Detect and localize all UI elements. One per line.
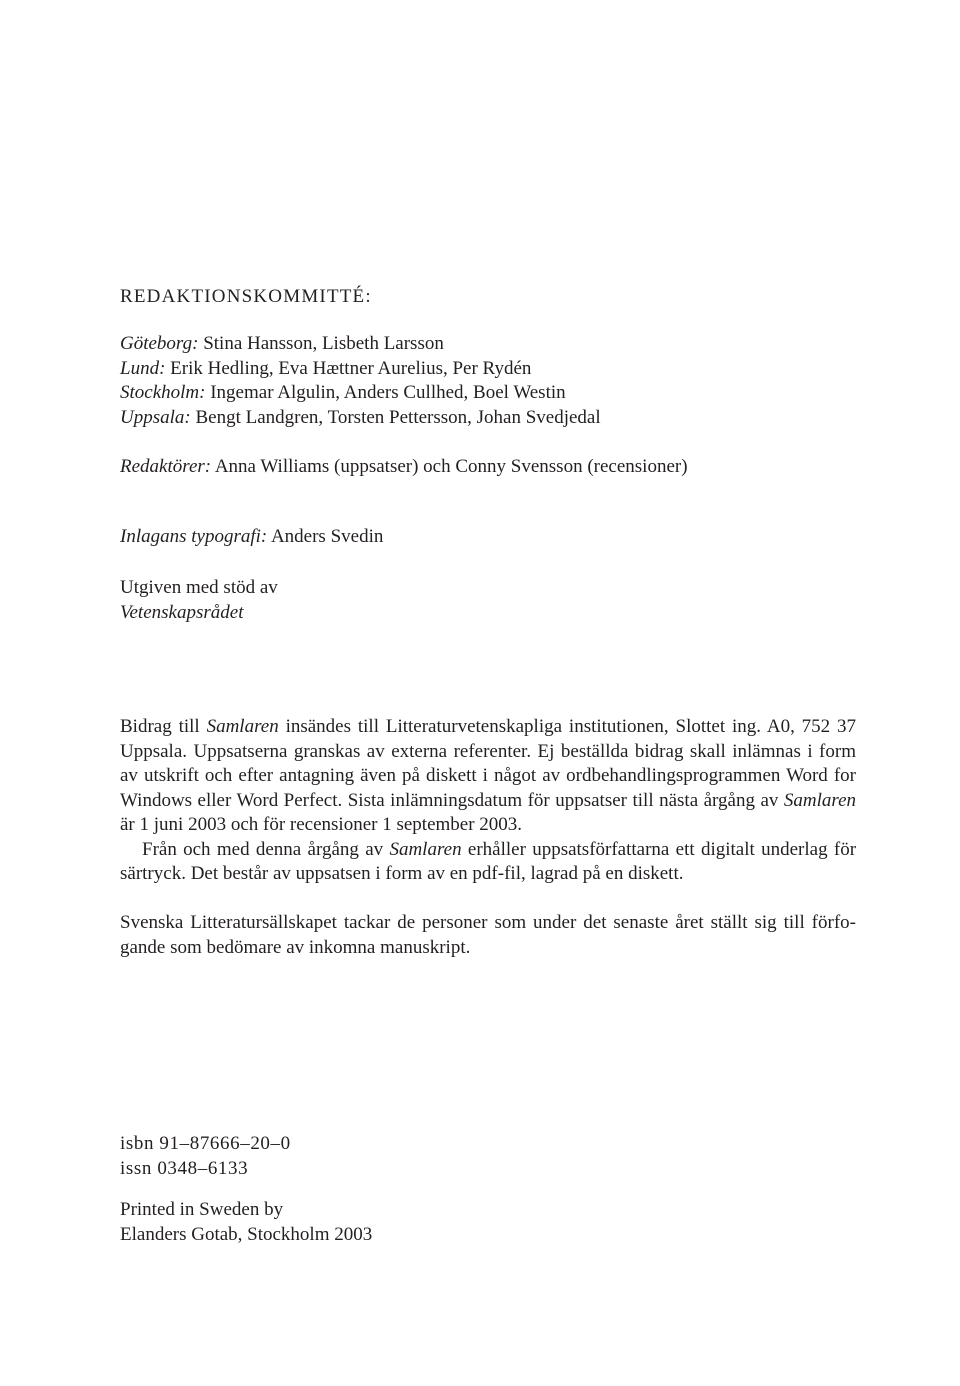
text-span: är 1 juni 2003 och för recensioner 1 september 2003. [120,814,523,835]
committee-row-lund [120,357,856,382]
journal-title: Samlaren [389,838,462,860]
committee-list [120,332,856,430]
committee-row-stockholm [120,381,856,406]
submission-info [120,715,856,887]
funder-name [120,601,856,626]
typography-text: Anders Svedin [270,526,384,547]
editors-label: Redaktörer: [120,456,212,477]
committee-row-uppsala [120,406,856,431]
submission-paragraph [120,715,856,838]
city-label: Uppsala: [120,406,191,428]
support-block [120,576,856,625]
funder-name-text: Vetenskapsrådet [120,601,244,623]
editors-text: Anna Williams (uppsatser) och Conny Svensson (recensioner) [214,456,688,477]
thanks-paragraph: Svenska Litteratursällskapet tackar de personer som under det senaste året ställt sig till förfogande som bedömare av inkomna manuskript. [120,912,856,958]
member-names: Bengt Landgren, Torsten Pettersson, Johan Svedjedal [195,406,601,428]
offprint-paragraph [120,838,856,887]
journal-title: Samlaren [206,716,279,737]
editors-line [120,455,856,480]
issn-line: issn 0348–6133 [120,1157,249,1179]
member-names: Erik Hedling, Eva Hættner Aurelius, Per Rydén [170,357,532,379]
committee-heading: REDAKTIONSKOMMITTÉ: [120,286,372,307]
support-line: Utgiven med stöd av [120,577,278,598]
member-names: Ingemar Algulin, Anders Cullhed, Boel Westin [210,382,566,403]
member-names: Stina Hansson, Lisbeth Larsson [203,333,444,354]
text-span: Bidrag till [120,716,200,737]
identifiers [120,1132,856,1181]
printed-line: Printed in Sweden by [120,1199,284,1220]
city-label: Stockholm: [120,382,206,403]
printer-info [120,1198,856,1247]
city-label: Lund: [120,357,166,379]
text-span: insändes till Litteraturvetenskapliga institutionen, Slottet ing. A0, 752 37 Uppsala. Uppsatserna granskas av externa referenter. Ej beställda bidrag skall inlämnas i form av utskrift och efter antagning även på diskett i något av ordbehandlingsprogrammen Word for Windows eller Word Perfect. Sista inlämningsdatum för uppsatser till nästa årgång av [120,716,857,811]
printer-name: Elanders Gotab, Stockholm 2003 [120,1223,373,1245]
isbn-line: isbn 91–87666–20–0 [120,1133,291,1154]
text-span: Från och med denna årgång av [142,838,384,860]
typography-label: Inlagans typografi: [120,526,268,547]
typography-line [120,525,856,550]
text-span: erhåller uppsatsförfattarna ett digitalt underlag för särtryck. Det består av uppsatsen i form av en pdf-fil, lagrad på en diskett. [120,838,857,884]
journal-title: Samlaren [783,789,857,811]
city-label: Göteborg: [120,333,199,354]
committee-row-goteborg [120,332,856,357]
